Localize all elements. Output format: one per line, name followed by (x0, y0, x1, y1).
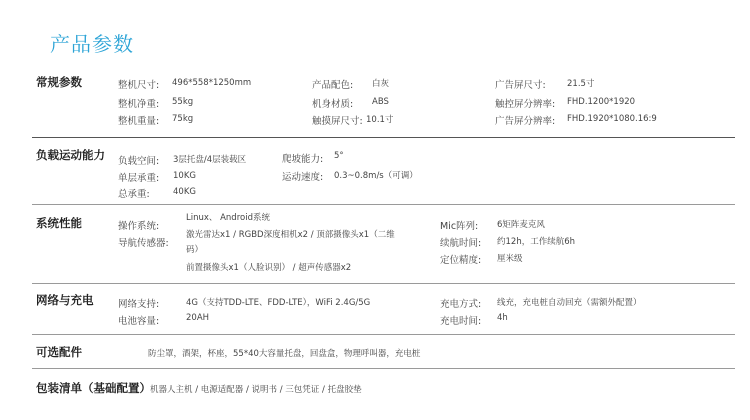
section-heading-network: 网络与充电 (36, 293, 94, 307)
label-ad-resolution: 广告屏分辨率: (495, 116, 556, 127)
label-battery: 电池容量: (118, 316, 160, 327)
label-ad-screen-size: 广告屏尺寸: (495, 80, 546, 91)
label-charge-mode: 充电方式: (440, 299, 482, 310)
label-total-load: 总承重: (118, 189, 150, 200)
label-layer-load: 单层承重: (118, 173, 160, 184)
label-touch-resolution: 触控屏分辨率: (495, 99, 556, 110)
value-color: 白灰 (372, 79, 390, 89)
label-size: 整机尺寸: (118, 80, 160, 91)
value-endurance: 约12h，工作续航6h (497, 237, 575, 247)
value-package-list: 机器人主机 / 电源适配器 / 说明书 / 三包凭证 / 托盘胶垫 (150, 385, 362, 395)
section-heading-general: 常规参数 (36, 75, 82, 89)
value-ad-screen-size: 21.5寸 (567, 79, 595, 89)
value-layer-load: 10KG (173, 171, 196, 181)
value-nav-sensors-line1: 激光雷达x1 / RGBD深度相机x2 / 顶部摄像头x1（二维 (186, 230, 395, 240)
label-precision: 定位精度: (440, 255, 482, 266)
label-endurance: 续航时间: (440, 238, 482, 249)
section-heading-package: 包装清单（基础配置） (36, 381, 151, 395)
label-gross-weight: 整机重量: (118, 116, 160, 127)
divider (32, 137, 735, 138)
page-title: 产品参数 (50, 32, 134, 56)
value-mic: 6矩阵麦克风 (497, 220, 545, 230)
value-speed: 0.3~0.8m/s（可调） (334, 171, 418, 181)
label-mic: Mic阵列: (440, 221, 479, 232)
value-battery: 20AH (186, 313, 210, 323)
label-network: 网络支持: (118, 299, 160, 310)
label-load-space: 负载空间: (118, 156, 160, 167)
value-charge-mode: 线充，充电桩自动回充（需额外配置） (497, 298, 642, 308)
label-color: 产品配色: (312, 80, 354, 91)
value-material: ABS (372, 97, 389, 107)
value-load-space: 3层托盘/4层装载区 (173, 155, 247, 165)
value-net-weight: 55kg (172, 97, 194, 107)
value-nav-sensors-line3: 前置摄像头x1（人脸识别） / 超声传感器x2 (186, 263, 352, 273)
label-net-weight: 整机净重: (118, 99, 160, 110)
divider (32, 204, 735, 205)
value-climb: 5° (334, 151, 344, 161)
value-charge-time: 4h (497, 313, 508, 323)
section-heading-load: 负载运动能力 (36, 148, 105, 162)
label-climb: 爬坡能力: (282, 154, 324, 165)
value-touch-size: 10.1寸 (366, 115, 394, 125)
value-ad-resolution: FHD.1920*1080.16:9 (567, 114, 657, 124)
divider (32, 368, 735, 369)
label-speed: 运动速度: (282, 172, 324, 183)
value-nav-sensors-line2: 码） (186, 245, 204, 255)
section-heading-system: 系统性能 (36, 216, 82, 230)
value-total-load: 40KG (173, 187, 196, 197)
value-gross-weight: 75kg (172, 114, 194, 124)
label-charge-time: 充电时间: (440, 316, 482, 327)
value-network: 4G（支持TDD-LTE、FDD-LTE），WiFi 2.4G/5G (186, 298, 371, 308)
divider (32, 334, 735, 335)
value-touch-resolution: FHD.1200*1920 (567, 97, 636, 107)
label-nav-sensors: 导航传感器: (118, 238, 169, 249)
label-touch-size: 触摸屏尺寸: (312, 116, 363, 127)
value-optional-accessories: 防尘罩，酒架，杯座，55*40大容量托盘，回盘盒，物理呼叫器，充电桩 (148, 349, 421, 359)
value-os: Linux、 Android系统 (186, 213, 270, 223)
value-precision: 厘米级 (497, 254, 523, 264)
section-heading-optional: 可选配件 (36, 345, 82, 359)
value-size: 496*558*1250mm (172, 78, 252, 88)
divider (32, 283, 735, 284)
label-material: 机身材质: (312, 99, 354, 110)
label-os: 操作系统: (118, 221, 160, 232)
